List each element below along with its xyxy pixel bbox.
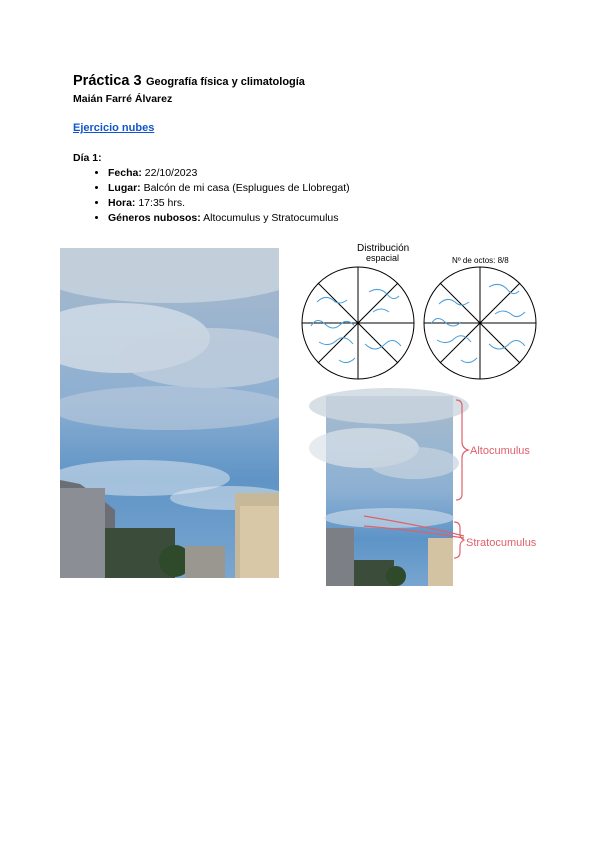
author-name: Maián Farré Álvarez [73,93,173,105]
date-label: Fecha: [108,167,142,179]
right-octa-circle [424,267,536,379]
sketch-left-caption-2: espacial [366,253,400,263]
place-label: Lugar: [108,182,141,194]
cloud-genera-value: Altocumulus y Stratocumulus [203,212,339,224]
time-value: 17:35 hrs. [138,197,186,209]
stratocumulus-label: Stratocumulus [466,537,537,549]
sketch-left-caption-1: Distribución [357,243,410,254]
day-heading: Día 1: [73,152,102,164]
exercise-link[interactable]: Ejercicio nubes [73,122,155,134]
annotated-photo-image [309,388,469,586]
left-octa-circle [302,267,414,379]
sky-photo [60,248,279,578]
cloud-cover-sketch [289,232,550,384]
title-main: Práctica 3 [73,73,142,89]
time-label: Hora: [108,197,136,209]
place-value: Balcón de mi casa (Esplugues de Llobregat) [143,182,350,194]
page-title [73,72,305,90]
list-item-place [108,181,350,196]
sketch-right-caption: Nº de octos: 8/8 [452,256,509,265]
annotated-sky-photo [304,388,567,594]
cloud-genera-label: Géneros nubosos: [108,212,201,224]
list-item-date [108,166,350,181]
list-item-cloud-genera [108,211,350,226]
list-item-time [108,196,350,211]
title-subject: Geografía física y climatología [145,76,305,88]
altocumulus-label: Altocumulus [470,445,530,457]
date-value: 22/10/2023 [144,167,198,179]
day-details-list [88,166,350,226]
